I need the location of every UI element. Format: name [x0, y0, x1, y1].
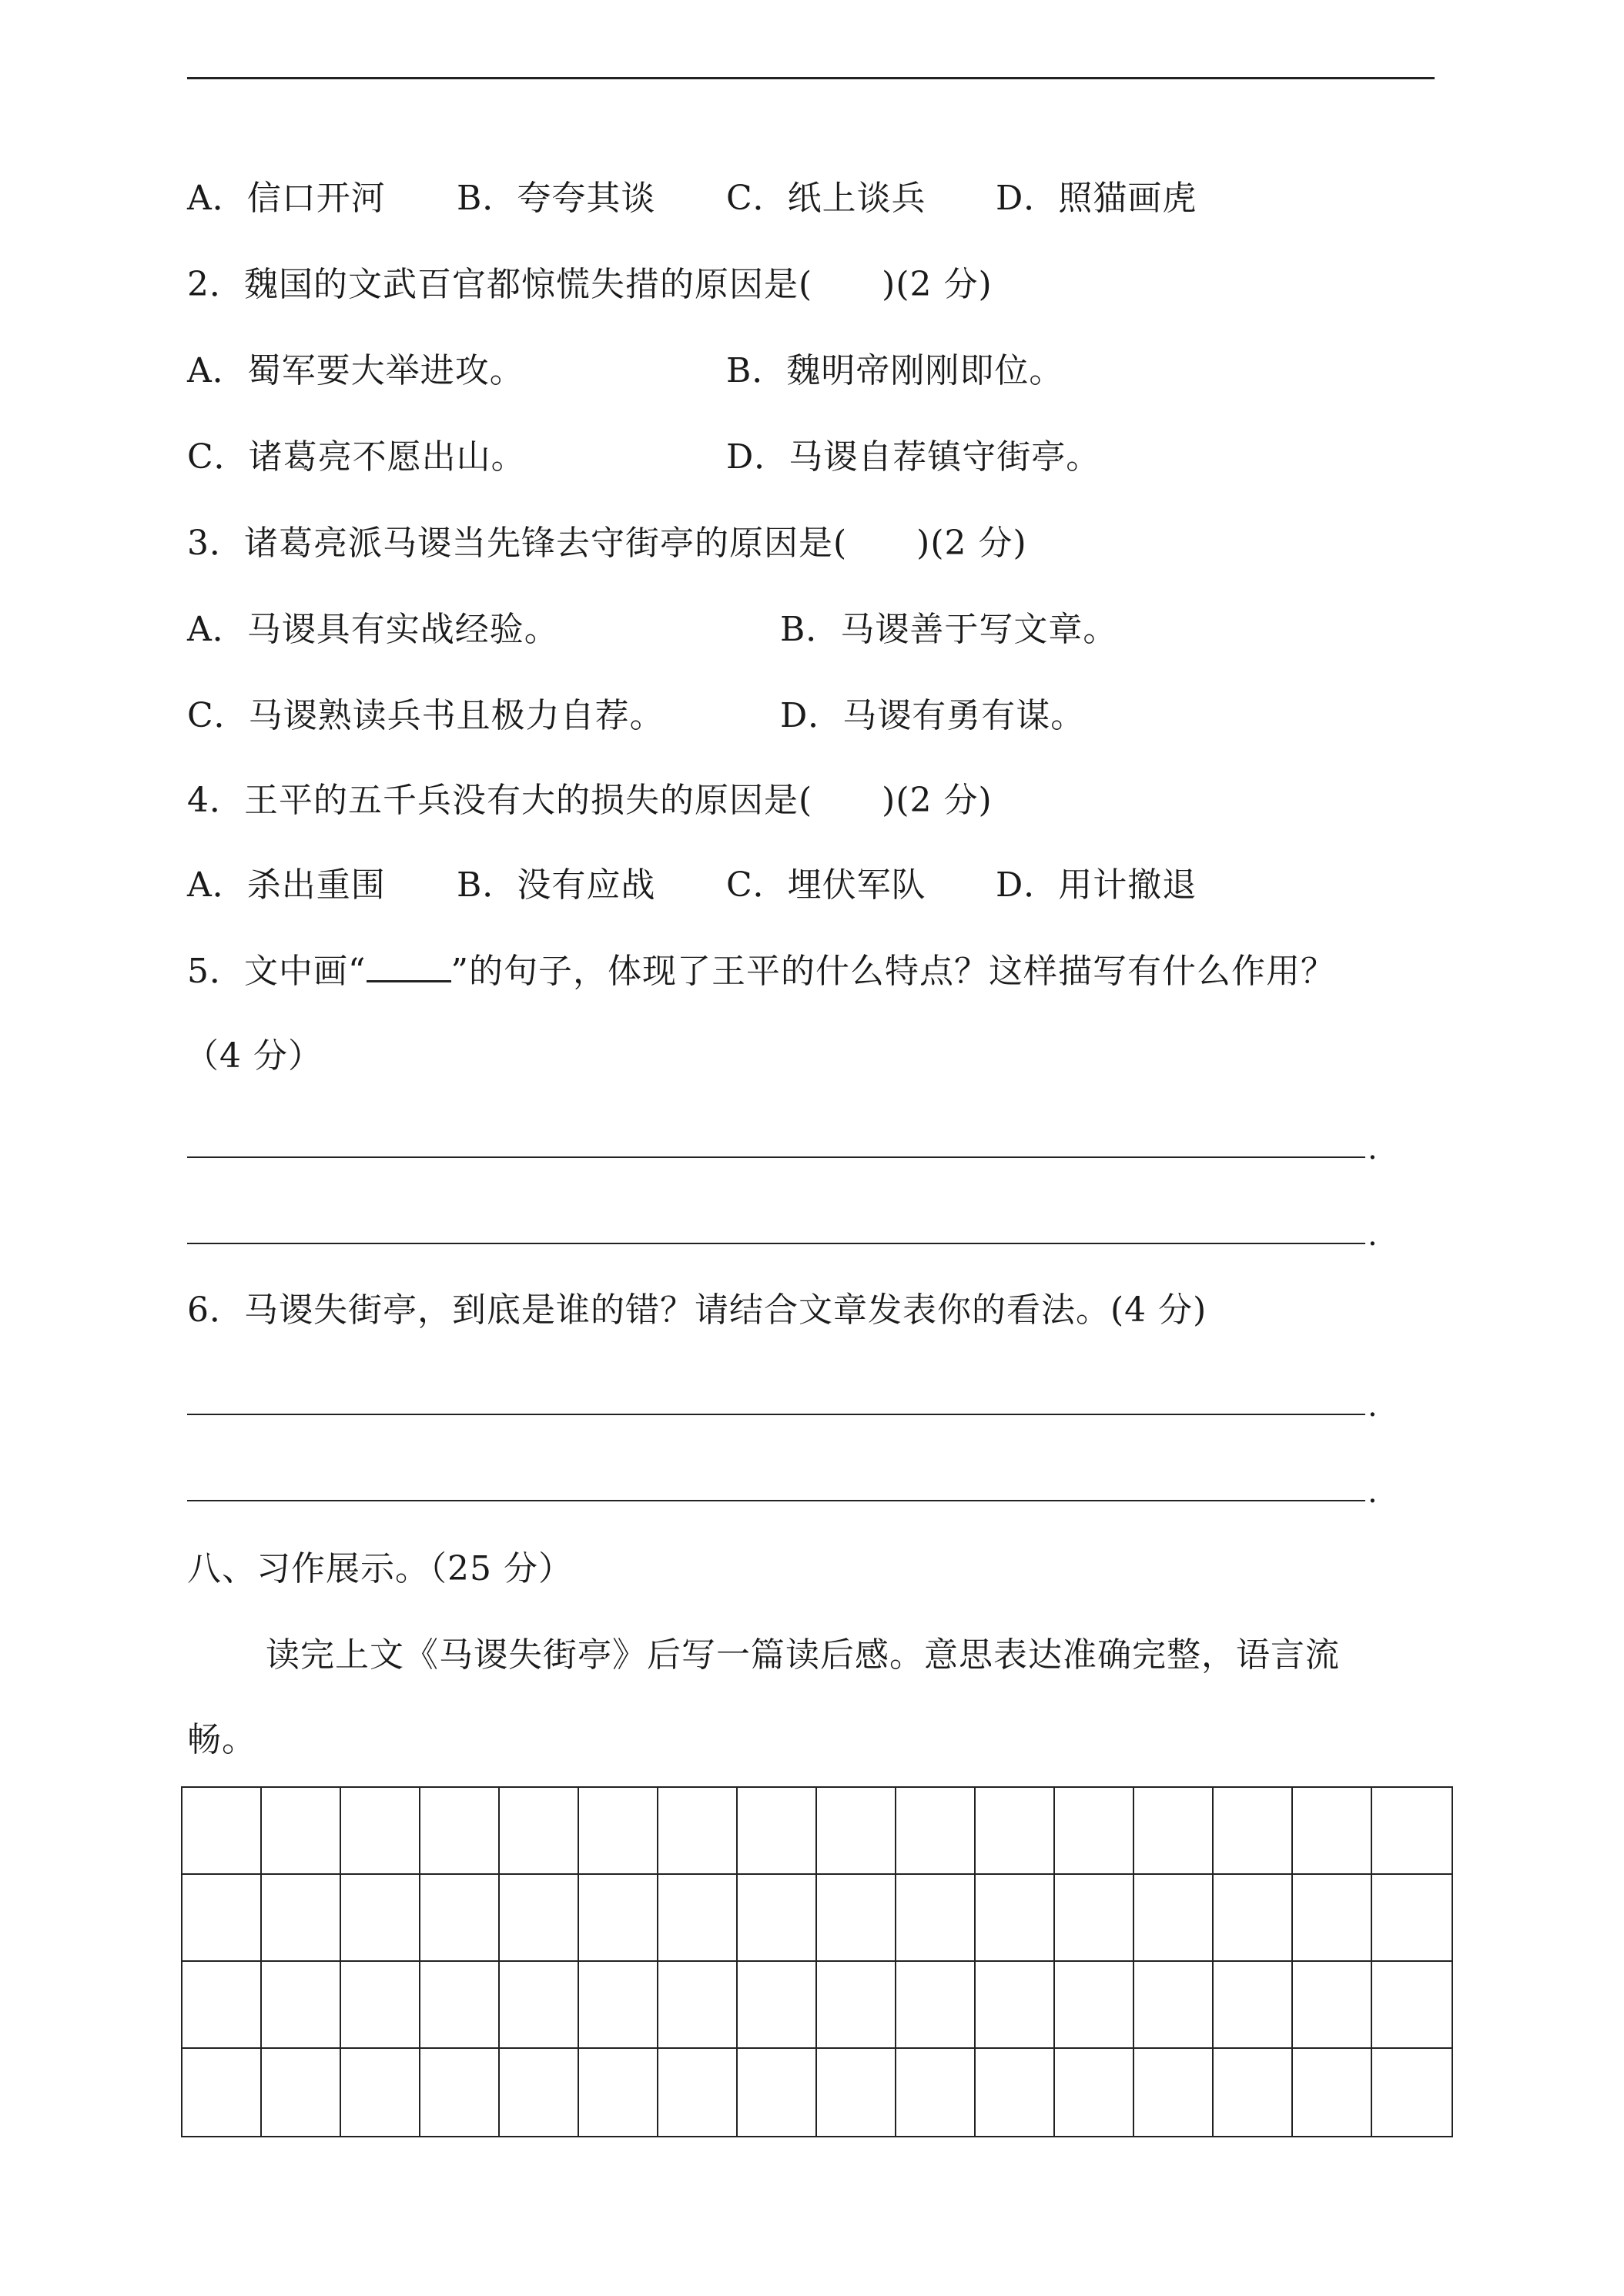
q5-score: （4 分） — [185, 1036, 323, 1076]
writing-grid-cell[interactable] — [896, 2049, 976, 2136]
writing-grid-cell[interactable] — [1372, 1788, 1452, 1875]
writing-grid-cell[interactable] — [738, 2049, 817, 2136]
writing-grid-cell[interactable] — [182, 1962, 262, 2049]
writing-grid-cell[interactable] — [738, 1788, 817, 1875]
writing-grid-cell[interactable] — [341, 2049, 420, 2136]
writing-grid-cell[interactable] — [341, 1962, 420, 2049]
writing-grid-cell[interactable] — [1293, 2049, 1372, 2136]
q6-answer-line-1[interactable] — [187, 1414, 1365, 1415]
q6-answer-line-2[interactable] — [187, 1500, 1365, 1501]
writing-grid-cell[interactable] — [1134, 1962, 1214, 2049]
writing-grid-cell[interactable] — [1055, 2049, 1134, 2136]
q5-stem — [187, 949, 1335, 995]
q5-answer-line-2[interactable] — [187, 1243, 1365, 1244]
q1-option-b: B．夸夸其谈 — [457, 179, 656, 218]
q4-option-b: B．没有应战 — [457, 865, 656, 905]
writing-grid-cell[interactable] — [976, 1962, 1055, 2049]
writing-grid-cell[interactable] — [500, 1875, 579, 1962]
q1-option-a: A．信口开河 — [187, 179, 386, 218]
writing-grid-cell[interactable] — [1372, 2049, 1452, 2136]
q3-stem: 3．诸葛亮派马谡当先锋去守街亭的原因是( )(2 分) — [187, 524, 1027, 563]
writing-grid-cell[interactable] — [182, 1875, 262, 1962]
q5-answer-line-1-end: . — [1368, 1131, 1378, 1166]
writing-grid-cell[interactable] — [817, 1788, 896, 1875]
section-8-prompt-line-1: 读完上文《马谡失街亭》后写一篇读后感。意思表达准确完整，语言流 — [266, 1635, 1340, 1675]
q4-option-a: A．杀出重围 — [187, 865, 386, 905]
writing-grid-cell[interactable] — [658, 1962, 738, 2049]
q3-option-c: C．马谡熟读兵书且极力自荐。 — [187, 696, 665, 735]
writing-grid-cell[interactable] — [1293, 1962, 1372, 2049]
writing-grid-cell[interactable] — [1293, 1788, 1372, 1875]
writing-grid-cell[interactable] — [1055, 1875, 1134, 1962]
writing-grid-cell[interactable] — [420, 1875, 500, 1962]
q4-stem: 4．王平的五千兵没有大的损失的原因是( )(2 分) — [187, 781, 993, 820]
q4-option-d: D．用计撤退 — [996, 865, 1197, 905]
q6-answer-line-1-end: . — [1368, 1388, 1378, 1424]
writing-grid-cell[interactable] — [579, 2049, 658, 2136]
writing-grid-cell[interactable] — [738, 1962, 817, 2049]
q3-option-a: A．马谡具有实战经验。 — [187, 610, 559, 649]
q6-stem: 6．马谡失街亭，到底是谁的错？请结合文章发表你的看法。(4 分) — [187, 1290, 1207, 1330]
q3-option-b: B．马谡善于写文章。 — [780, 610, 1118, 649]
writing-grid-cell[interactable] — [1293, 1875, 1372, 1962]
q2-option-c: C．诸葛亮不愿出山。 — [187, 437, 526, 477]
writing-grid-cell[interactable] — [896, 1875, 976, 1962]
writing-grid-cell[interactable] — [579, 1788, 658, 1875]
q5-stem-after: ”的句子，体现了王平的什么特点？这样描写有什么作用？ — [450, 952, 1335, 991]
writing-grid-cell[interactable] — [262, 1788, 341, 1875]
writing-grid-cell[interactable] — [817, 1962, 896, 2049]
writing-grid-cell[interactable] — [420, 2049, 500, 2136]
q2-option-d: D．马谡自荐镇守街亭。 — [726, 437, 1101, 477]
writing-grid-cell[interactable] — [817, 2049, 896, 2136]
writing-grid-cell[interactable] — [182, 2049, 262, 2136]
q6-answer-line-2-end: . — [1368, 1474, 1378, 1510]
writing-grid-cell[interactable] — [976, 2049, 1055, 2136]
section-8-title: 八、习作展示。（25 分） — [187, 1549, 573, 1588]
q3-option-d: D．马谡有勇有谋。 — [780, 696, 1086, 735]
writing-grid-cell[interactable] — [1214, 2049, 1293, 2136]
writing-grid-cell[interactable] — [658, 2049, 738, 2136]
q4-option-c: C．埋伏军队 — [726, 865, 926, 905]
q2-stem: 2．魏国的文武百官都惊慌失措的原因是( )(2 分) — [187, 265, 993, 304]
writing-grid-cell[interactable] — [420, 1788, 500, 1875]
writing-grid-cell[interactable] — [1214, 1788, 1293, 1875]
writing-grid-cell[interactable] — [420, 1962, 500, 2049]
q2-option-a: A．蜀军要大举进攻。 — [187, 351, 524, 390]
header-rule — [187, 77, 1435, 79]
q1-option-d: D．照猫画虎 — [996, 179, 1197, 218]
q5-answer-line-2-end: . — [1368, 1217, 1378, 1253]
q2-option-b: B．魏明帝刚刚即位。 — [726, 351, 1064, 390]
writing-grid-cell[interactable] — [1214, 1962, 1293, 2049]
writing-grid-cell[interactable] — [738, 1875, 817, 1962]
writing-grid-cell[interactable] — [500, 2049, 579, 2136]
writing-grid-cell[interactable] — [976, 1875, 1055, 1962]
writing-grid-cell[interactable] — [500, 1788, 579, 1875]
writing-grid-cell[interactable] — [262, 2049, 341, 2136]
writing-grid-cell[interactable] — [896, 1962, 976, 2049]
writing-grid-cell[interactable] — [500, 1962, 579, 2049]
writing-grid-cell[interactable] — [1134, 2049, 1214, 2136]
writing-grid-cell[interactable] — [896, 1788, 976, 1875]
q5-underline-sample — [367, 951, 451, 982]
writing-grid-cell[interactable] — [817, 1875, 896, 1962]
writing-grid-cell[interactable] — [976, 1788, 1055, 1875]
writing-grid-cell[interactable] — [658, 1788, 738, 1875]
writing-grid-cell[interactable] — [1372, 1875, 1452, 1962]
section-8-prompt-line-2: 畅。 — [187, 1720, 256, 1759]
writing-grid-cell[interactable] — [579, 1875, 658, 1962]
writing-grid-cell[interactable] — [182, 1788, 262, 1875]
writing-grid-cell[interactable] — [1214, 1875, 1293, 1962]
writing-grid-cell[interactable] — [1372, 1962, 1452, 2049]
writing-grid-cell[interactable] — [579, 1962, 658, 2049]
writing-grid-cell[interactable] — [658, 1875, 738, 1962]
writing-grid-cell[interactable] — [341, 1788, 420, 1875]
q5-answer-line-1[interactable] — [187, 1156, 1365, 1158]
writing-grid-cell[interactable] — [1134, 1788, 1214, 1875]
q5-stem-before: 5．文中画“ — [187, 952, 367, 991]
writing-grid-cell[interactable] — [1055, 1788, 1134, 1875]
writing-grid-cell[interactable] — [1055, 1962, 1134, 2049]
writing-grid[interactable] — [181, 1786, 1453, 2137]
writing-grid-cell[interactable] — [341, 1875, 420, 1962]
writing-grid-cell[interactable] — [262, 1875, 341, 1962]
writing-grid-cell[interactable] — [1134, 1875, 1214, 1962]
writing-grid-cell[interactable] — [262, 1962, 341, 2049]
q1-option-c: C．纸上谈兵 — [726, 179, 926, 218]
